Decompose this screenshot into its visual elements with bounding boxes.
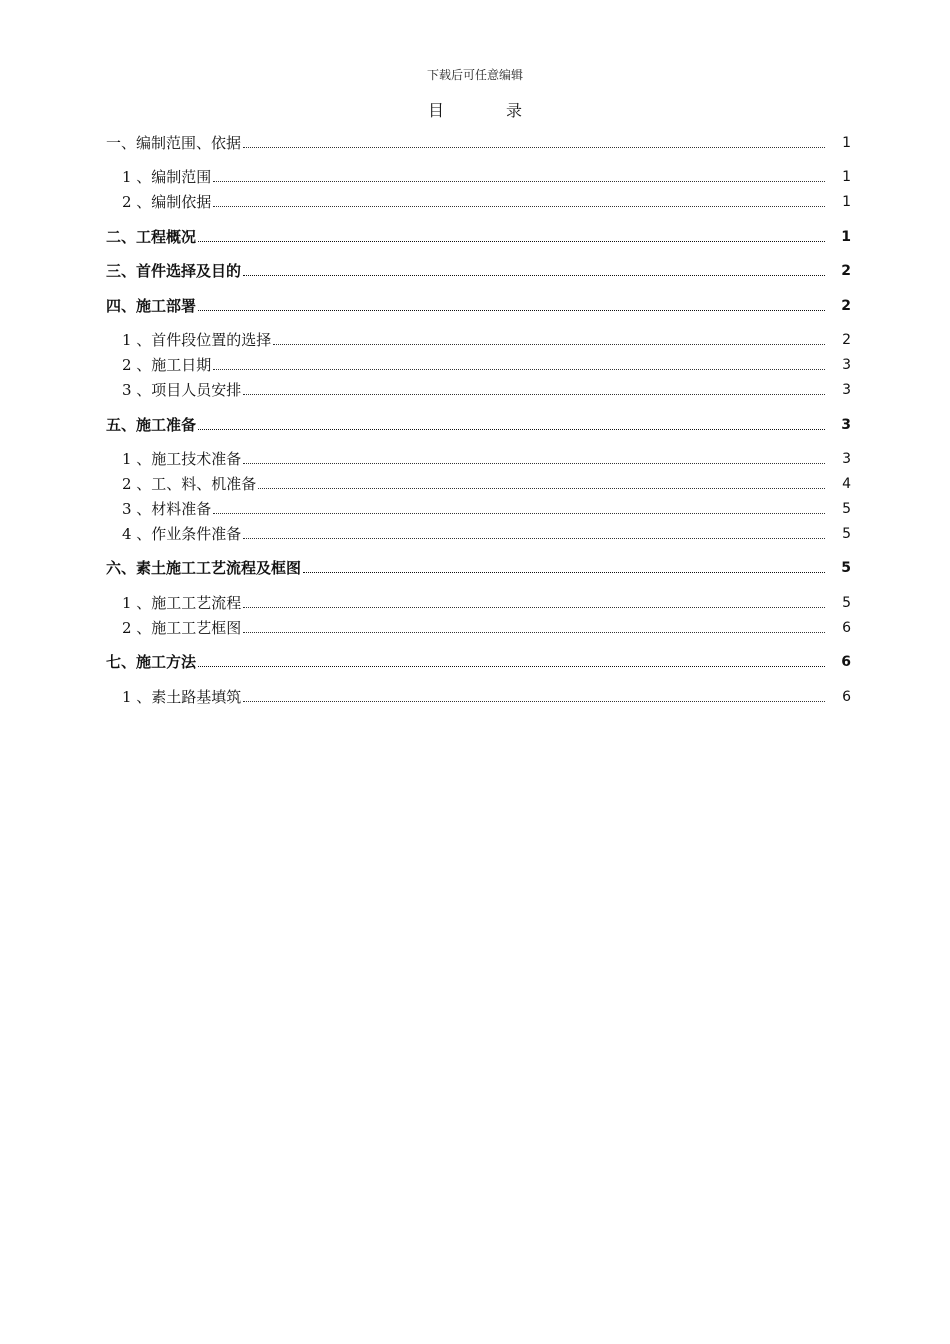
toc-title-right: 录 xyxy=(506,101,523,120)
dot-leader xyxy=(213,368,825,370)
toc-entry[interactable] xyxy=(106,260,851,282)
toc-entry-label: 2 、施工工艺框图 xyxy=(122,619,242,637)
dot-leader xyxy=(213,205,825,207)
toc-entry-label: 3 、材料准备 xyxy=(122,500,212,518)
dot-leader xyxy=(243,606,825,608)
toc-entry[interactable] xyxy=(106,354,851,376)
toc-entry-page: 5 xyxy=(841,560,851,576)
toc-entry-page: 6 xyxy=(842,689,851,705)
toc-entry-page: 4 xyxy=(842,476,851,492)
toc-entry-page: 2 xyxy=(841,298,851,314)
toc-entry-label: 2 、工、料、机准备 xyxy=(122,475,257,493)
toc-entry-page: 1 xyxy=(842,135,851,151)
toc-entry[interactable] xyxy=(106,329,851,351)
toc-entry-label: 七、施工方法 xyxy=(106,653,197,671)
toc-entry[interactable] xyxy=(106,226,851,248)
toc-entry-label: 2 、施工日期 xyxy=(122,356,212,374)
toc-title-left: 目 xyxy=(427,101,444,120)
toc-title xyxy=(0,98,950,121)
toc-entry-label: 1 、首件段位置的选择 xyxy=(122,331,272,349)
dot-leader xyxy=(213,180,825,182)
toc-entry[interactable] xyxy=(106,166,851,188)
dot-leader xyxy=(198,428,825,430)
dot-leader xyxy=(243,462,825,464)
dot-leader xyxy=(213,512,825,514)
toc-entry-page: 5 xyxy=(842,501,851,517)
toc-entry[interactable] xyxy=(106,448,851,470)
toc-entry-page: 6 xyxy=(842,620,851,636)
toc-entry-page: 1 xyxy=(842,169,851,185)
toc-entry-label: 1 、素土路基填筑 xyxy=(122,688,242,706)
toc-entry[interactable] xyxy=(106,686,851,708)
dot-leader xyxy=(243,700,825,702)
toc-entry-label: 二、工程概况 xyxy=(106,228,197,246)
toc-entry-page: 5 xyxy=(842,526,851,542)
toc-entry[interactable] xyxy=(106,473,851,495)
toc-entry[interactable] xyxy=(106,592,851,614)
toc-entry[interactable] xyxy=(106,651,851,673)
toc-entry[interactable] xyxy=(106,295,851,317)
dot-leader xyxy=(198,240,825,242)
toc-entry[interactable] xyxy=(106,557,851,579)
toc-entry[interactable] xyxy=(106,523,851,545)
toc-entry[interactable] xyxy=(106,191,851,213)
toc-entry[interactable] xyxy=(106,379,851,401)
toc-entry-page: 5 xyxy=(842,595,851,611)
toc-entry-label: 一、编制范围、依据 xyxy=(106,134,242,152)
toc-entry-label: 1 、施工工艺流程 xyxy=(122,594,242,612)
dot-leader xyxy=(243,537,825,539)
toc-entry-page: 3 xyxy=(842,382,851,398)
toc-entry-page: 3 xyxy=(841,417,851,433)
toc-entry-page: 3 xyxy=(842,357,851,373)
toc-entry-label: 1 、施工技术准备 xyxy=(122,450,242,468)
dot-leader xyxy=(198,309,825,311)
toc-entry-page: 2 xyxy=(842,332,851,348)
toc-entry-page: 1 xyxy=(842,194,851,210)
toc-entry-page: 1 xyxy=(841,229,851,245)
toc-entry-label: 2 、编制依据 xyxy=(122,193,212,211)
toc-entry-page: 2 xyxy=(841,263,851,279)
toc-entry[interactable] xyxy=(106,617,851,639)
toc-entry-page: 6 xyxy=(841,654,851,670)
dot-leader xyxy=(243,631,825,633)
dot-leader xyxy=(243,393,825,395)
toc-entry[interactable] xyxy=(106,132,851,154)
toc-entry-label: 三、首件选择及目的 xyxy=(106,262,242,280)
toc-entry-label: 4 、作业条件准备 xyxy=(122,525,242,543)
toc-entry-label: 五、施工准备 xyxy=(106,416,197,434)
toc-entry-label: 六、素土施工工艺流程及框图 xyxy=(106,559,302,577)
toc-entry[interactable] xyxy=(106,498,851,520)
dot-leader xyxy=(303,571,825,573)
toc-entry-page: 3 xyxy=(842,451,851,467)
toc-entry-label: 1 、编制范围 xyxy=(122,168,212,186)
header-note: 下载后可任意编辑 xyxy=(426,68,523,82)
dot-leader xyxy=(243,146,825,148)
dot-leader xyxy=(198,665,825,667)
toc-entry-label: 3 、项目人员安排 xyxy=(122,381,242,399)
toc-entry-label: 四、施工部署 xyxy=(106,297,197,315)
toc-entry[interactable] xyxy=(106,414,851,436)
dot-leader xyxy=(243,274,825,276)
dot-leader xyxy=(273,343,825,345)
dot-leader xyxy=(258,487,825,489)
